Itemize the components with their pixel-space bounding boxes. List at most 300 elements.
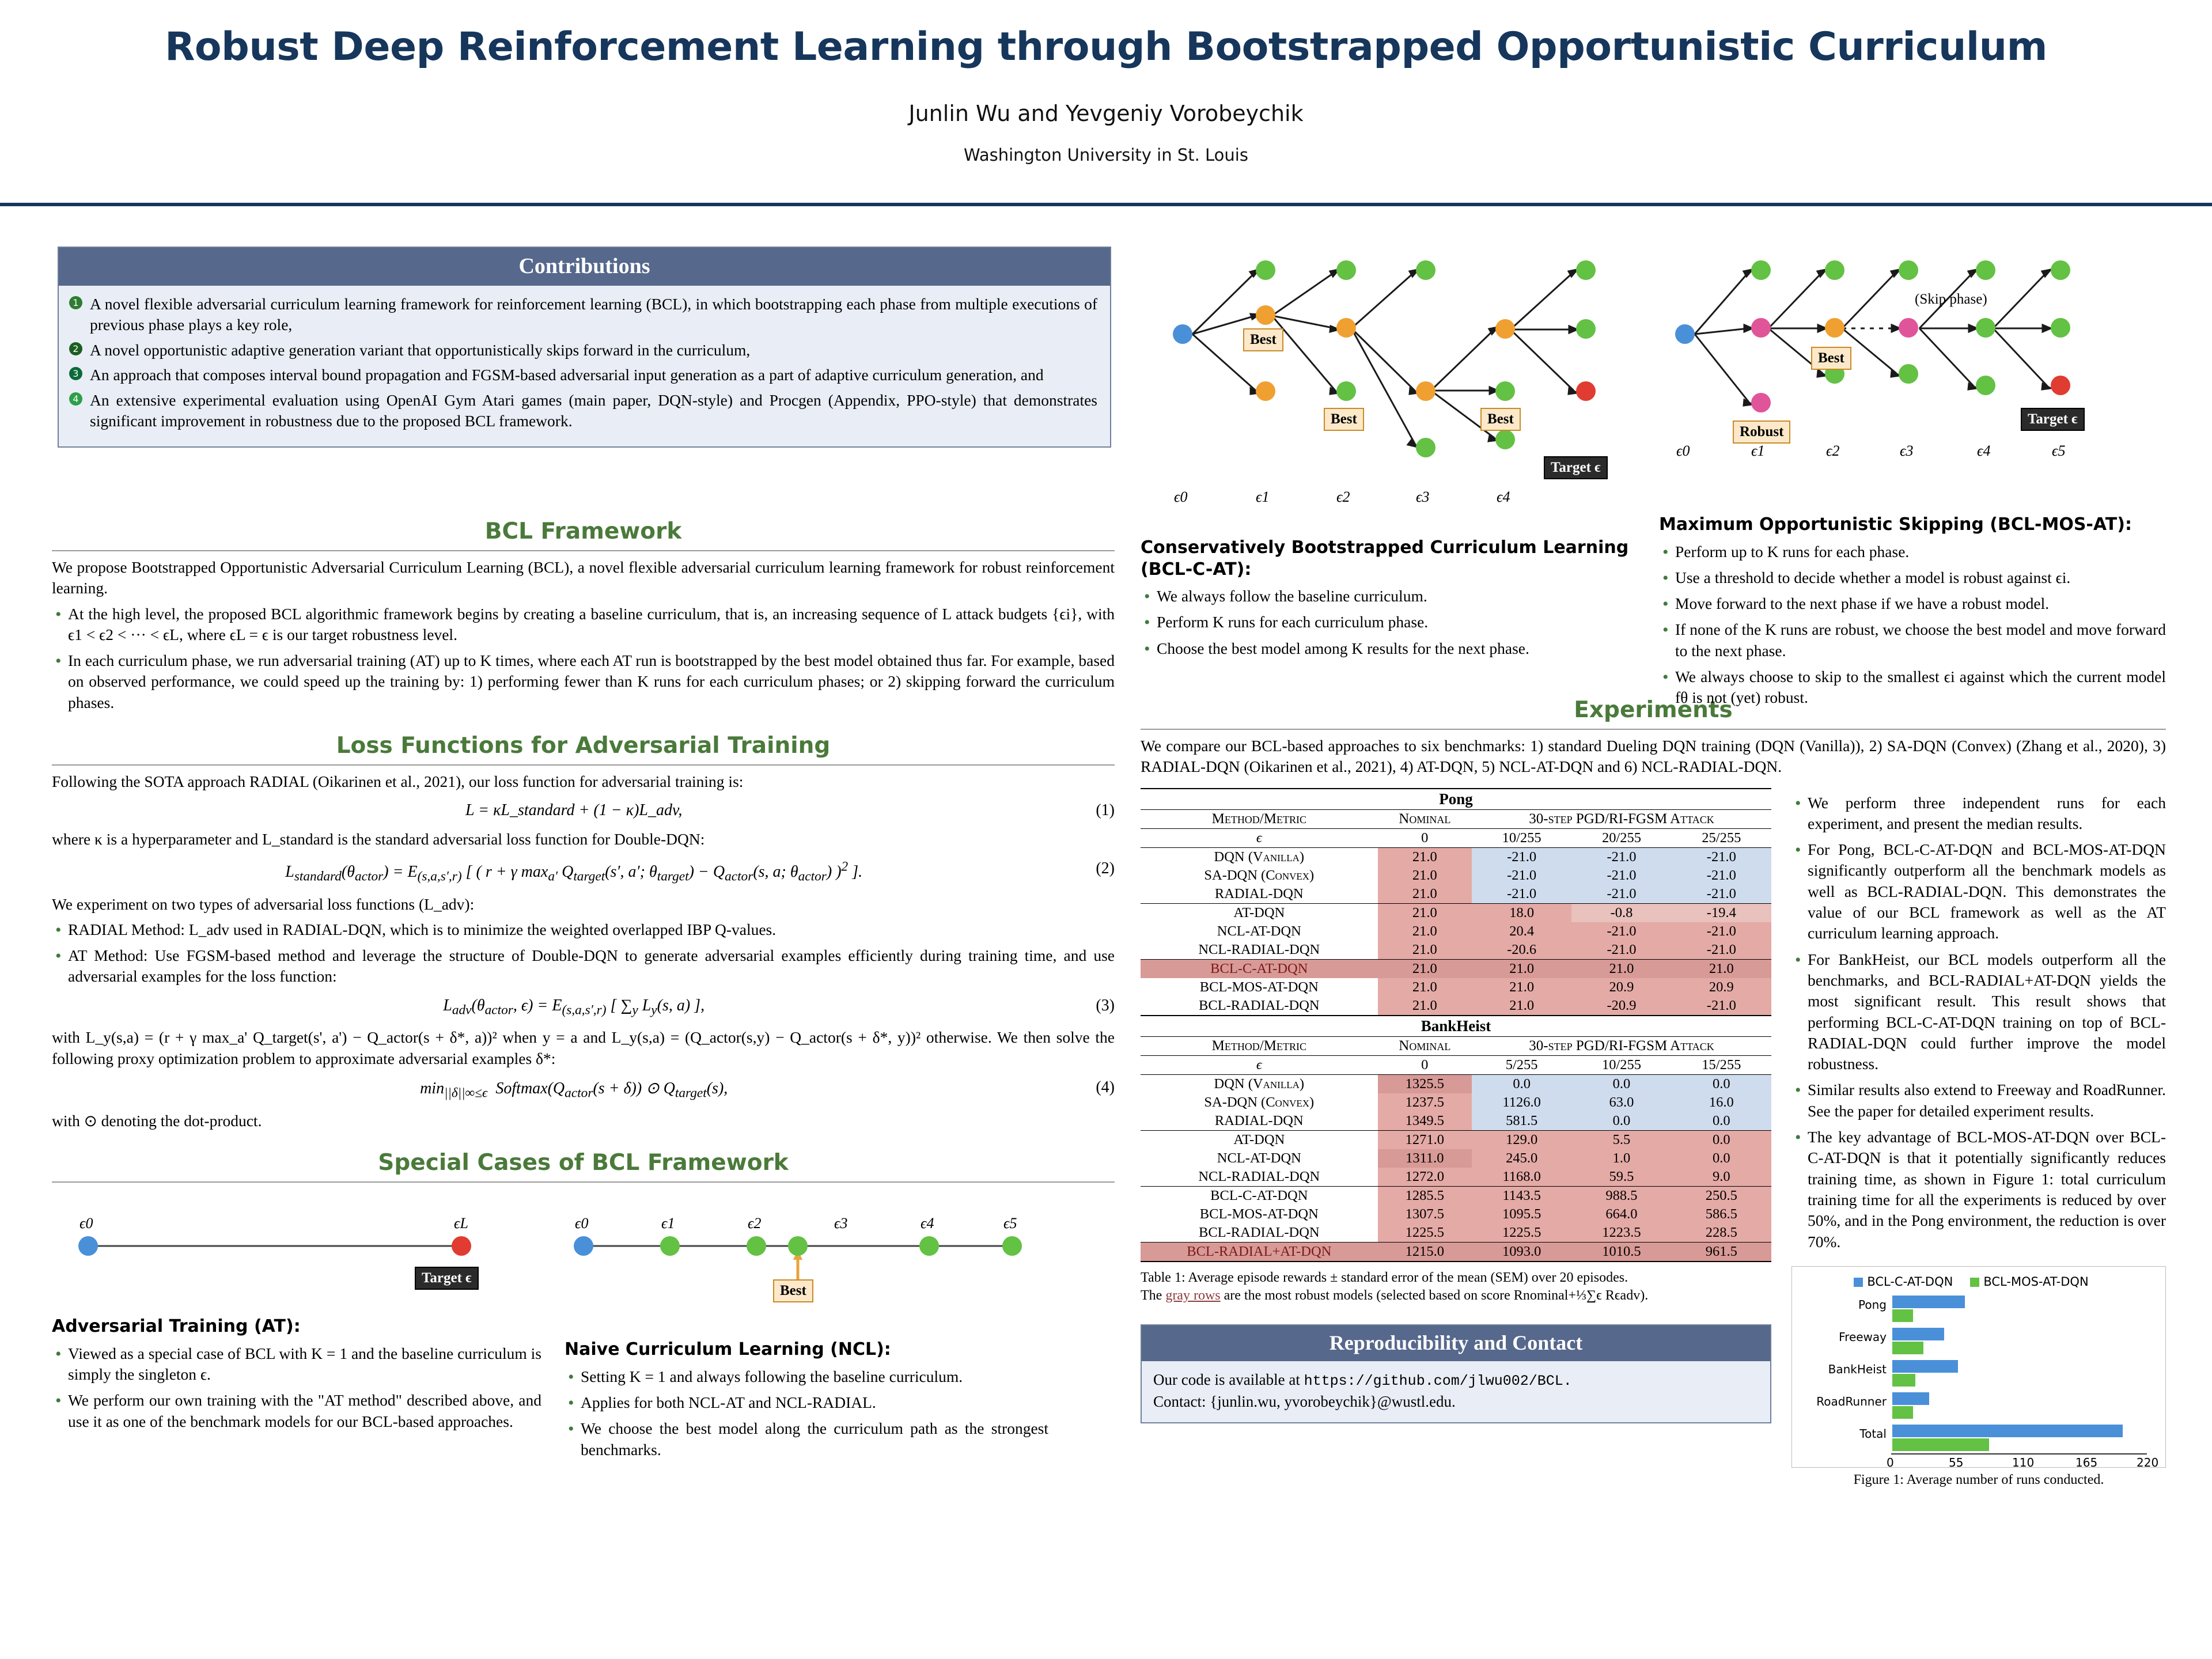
best-label: Best [1811, 347, 1851, 370]
list-item: • Choose the best model among K results for the next phase. [1141, 638, 1647, 659]
paragraph: We compare our BCL-based approaches to six benchmarks: 1) standard Dueling DQN training (DQN (Vanilla)), 2) SA-DQN (Convex) (Zhang et al., 2020), 3) RADIAL-DQN (Oikarinen et al., 2021), 4) AT-DQN, 5) NCL-AT-DQN and 6) NCL-RADIAL-DQN. [1141, 737, 2166, 776]
x-tick: 0 [1887, 1455, 1894, 1469]
bar-bcl-mos [1892, 1309, 1913, 1322]
cell: 1168.0 [1472, 1168, 1571, 1187]
cell: 21.0 [1378, 847, 1472, 866]
bullet-number-icon: 3 [69, 367, 82, 380]
equation-2 [52, 859, 1115, 885]
cell: 1271.0 [1378, 1130, 1472, 1149]
cell: 21.0 [1378, 959, 1472, 978]
subsection-heading: Naive Curriculum Learning (NCL): [565, 1339, 891, 1359]
table-row [1141, 997, 1771, 1016]
row-label: DQN (Vanilla) [1214, 1075, 1305, 1092]
cell: -21.0 [1571, 847, 1671, 866]
bar-bcl-mos [1892, 1374, 1915, 1387]
cell: -20.9 [1571, 997, 1671, 1016]
equation-2-text: $L_{standard}(\theta_{actor}) = E_{(s,a,s',r)}$ [ ( r + γ $\max_{a'} Q_{target}(s'$, a′; $\theta_{target}) - Q_{actor}(s$, a; $\theta_{actor}$) )$^2$ ]. [285, 859, 863, 884]
ncl-diagram [559, 1193, 1077, 1308]
eps-value: 20/255 [1601, 830, 1642, 846]
node-target [1576, 381, 1596, 401]
page-title: Robust Deep Reinforcement Learning through Bootstrapped Opportunistic Curriculum [165, 24, 2047, 70]
figure-1 [1791, 1266, 2166, 1468]
cell: 9.0 [1672, 1168, 1771, 1187]
node-robust [1751, 318, 1771, 338]
row-label: BCL-RADIAL-DQN [1199, 1224, 1320, 1240]
epsilon-label: ϵ0 [1174, 488, 1188, 505]
list-item: • We choose the best model along the curriculum path as the strongest benchmarks. [565, 1418, 1048, 1460]
cell: 1237.5 [1378, 1093, 1472, 1112]
bullet-number-icon: 2 [69, 342, 82, 355]
skip-phase-label: (Skip phase) [1915, 291, 1987, 307]
list-item: • AT Method: Use FGSM-based method and leverage the structure of Double-DQN to generate adversarial examples efficiently during training time, and use adversarial examples for the loss function: [52, 945, 1115, 987]
contact-line: Contact: {junlin.wu, yvorobeychik}@wustl.edu. [1153, 1392, 1456, 1410]
cell: 21.0 [1378, 903, 1472, 922]
table-row [1141, 1186, 1771, 1205]
subsection-heading: Conservatively Bootstrapped Curriculum Learning (BCL-C-AT): [1141, 537, 1629, 579]
paragraph: with ⊙ denoting the dot-product. [52, 1111, 262, 1130]
cell: -21.0 [1672, 866, 1771, 885]
list-item: • Move forward to the next phase if we have a robust model. [1659, 593, 2166, 614]
contribution-text: An extensive experimental evaluation using OpenAI Gym Atari games (main paper, DQN-style) and Procgen (Appendix, PPO-style) that demonstrates significant improvement in robustness due to the proposed BCL framework. [90, 391, 1097, 430]
node-run [1336, 260, 1356, 280]
cell: 1095.5 [1472, 1205, 1571, 1224]
table-row [1141, 1168, 1771, 1187]
table-caption [1141, 1269, 1771, 1305]
node-run [1976, 260, 1995, 280]
column-header: 30-step PGD/RI-FGSM Attack [1529, 810, 1714, 827]
cell: 1215.0 [1378, 1242, 1472, 1262]
legend-item [1854, 1275, 1953, 1289]
row-label: AT-DQN [1233, 1131, 1285, 1147]
table-row [1141, 941, 1771, 960]
epsilon-label: ϵ4 [1977, 442, 1991, 459]
table-row [1141, 866, 1771, 885]
cell: -21.0 [1672, 885, 1771, 904]
equation-4 [52, 1078, 1115, 1101]
legend-label: BCL-MOS-AT-DQN [1983, 1274, 2089, 1289]
cell: -21.0 [1672, 997, 1771, 1016]
contributions-box [58, 247, 1111, 448]
epsilon-label: ϵ4 [921, 1214, 934, 1232]
node-run [1825, 260, 1844, 280]
results-table-container [1141, 788, 1771, 1423]
left-column [52, 518, 1115, 1459]
row-label: BCL-C-AT-DQN [1210, 1187, 1308, 1203]
chart-legend [1800, 1275, 2157, 1289]
section-heading: Special Cases of BCL Framework [378, 1149, 789, 1176]
best-label: Best [773, 1279, 813, 1302]
column-header: Nominal [1399, 810, 1451, 827]
paragraph: We experiment on two types of adversarial loss functions (L_adv): [52, 895, 475, 913]
cell: 63.0 [1571, 1093, 1671, 1112]
list-item: • At the high level, the proposed BCL algorithmic framework begins by creating a baseline curriculum, that is, an increasing sequence of L attack budgets {ϵi}, with ϵ1 < ϵ2 < ··· < ϵL, where ϵL = ϵ is our target robustness level. [52, 604, 1115, 646]
paragraph: We propose Bootstrapped Opportunistic Adversarial Curriculum Learning (BCL), a novel flexible adversarial curriculum learning framework for robust reinforcement learning. [52, 558, 1115, 597]
row-label: NCL-RADIAL-DQN [1198, 941, 1320, 957]
target-label: Target ϵ [415, 1267, 479, 1290]
node-best [1256, 381, 1275, 401]
best-label: Best [1480, 408, 1521, 431]
cell: 961.5 [1672, 1242, 1771, 1262]
node-run [1416, 260, 1435, 280]
section-bcl-framework [52, 518, 1115, 713]
list-item: • Applies for both NCL-AT and NCL-RADIAL. [565, 1392, 1048, 1413]
category-label: Total [1859, 1426, 1887, 1441]
epsilon-label: ϵ2 [1826, 442, 1840, 459]
node-run [2051, 318, 2070, 338]
table-row [1141, 1224, 1771, 1243]
cell: 1325.5 [1378, 1074, 1472, 1093]
node-run [1495, 381, 1515, 401]
table-caption-line2c: are the most robust models (selected based on score Rnominal+⅓∑ϵ Rϵadv). [1220, 1287, 1649, 1303]
list-item: • Perform up to K runs for each phase. [1659, 541, 2166, 562]
at-diagram [58, 1193, 530, 1308]
bar-group [1892, 1328, 1944, 1354]
node-best [1825, 318, 1844, 338]
paragraph: where κ is a hyperparameter and L_standard is the standard adversarial loss function for Double-DQN: [52, 830, 705, 849]
bar-bcl-mos [1892, 1406, 1913, 1419]
contribution-text: A novel opportunistic adaptive generation variant that opportunistically skips forward in the curriculum, [90, 340, 751, 359]
cell: -21.0 [1571, 941, 1671, 960]
cell: 0.0 [1571, 1112, 1671, 1131]
cell: 5.5 [1571, 1130, 1671, 1149]
equation-1 [52, 801, 1115, 820]
repo-url[interactable]: https://github.com/jlwu002/BCL. [1304, 1372, 1572, 1389]
node-run [1576, 319, 1596, 339]
cell: -21.0 [1472, 847, 1571, 866]
bcl-mos-tree [1659, 242, 2166, 541]
cell: 245.0 [1472, 1149, 1571, 1168]
epsilon-label: ϵ4 [1497, 488, 1510, 505]
table-row-best [1141, 959, 1771, 978]
bcl-c-at-tree [1141, 242, 1653, 541]
table-caption-gray-rows: gray rows [1165, 1287, 1221, 1303]
list-item: • We perform three independent runs for each experiment, and present the median results. [1791, 793, 2166, 835]
bar-bcl-c-at [1892, 1328, 1944, 1340]
cell: 1223.5 [1571, 1224, 1671, 1243]
best-label: Best [1243, 328, 1283, 351]
best-label: Best [1324, 408, 1364, 431]
cell: -20.6 [1472, 941, 1571, 960]
bar-group [1892, 1360, 1958, 1387]
x-tick: 220 [2137, 1455, 2159, 1469]
cell: 664.0 [1571, 1205, 1671, 1224]
row-label: BCL-RADIAL-DQN [1199, 997, 1320, 1013]
x-tick: 165 [2075, 1455, 2098, 1469]
cell: 20.9 [1672, 978, 1771, 997]
node-run [2051, 260, 2070, 280]
epsilon-label: ϵ1 [1751, 442, 1765, 459]
list-item [69, 340, 1097, 361]
section-special-cases [52, 1149, 1115, 1459]
column-header: Method/Metric [1211, 1037, 1306, 1054]
contribution-text: A novel flexible adversarial curriculum learning framework for reinforcement learning (BCL), in which bootstrapping each phase from multiple executions of previous phase plays a key role, [90, 295, 1097, 334]
table-row [1141, 903, 1771, 922]
eps-value: 5/255 [1505, 1056, 1538, 1073]
cell: 21.0 [1472, 997, 1571, 1016]
list-item: • For Pong, BCL-C-AT-DQN and BCL-MOS-AT-DQN significantly outperform all the benchmark models as well as BCL-RADIAL-DQN. This demonstrates the value of our BCL framework as well as the AT curriculum learning approach. [1791, 839, 2166, 944]
divider [52, 1181, 1115, 1183]
bullet-number-icon: 1 [69, 296, 82, 309]
cell: 581.5 [1472, 1112, 1571, 1131]
bar-bcl-c-at [1892, 1425, 2123, 1437]
divider [52, 550, 1115, 551]
node-target [452, 1236, 471, 1256]
node-start [1173, 324, 1192, 344]
table-row [1141, 1093, 1771, 1112]
robust-label: Robust [1733, 421, 1790, 444]
list-item: • Use a threshold to decide whether a model is robust against ϵi. [1659, 567, 2166, 588]
eps-value: 0 [1421, 1056, 1429, 1073]
row-label: NCL-RADIAL-DQN [1198, 1168, 1320, 1184]
section-heading: Experiments [1574, 697, 1733, 723]
row-label: NCL-AT-DQN [1217, 1150, 1301, 1166]
node-run [1416, 438, 1435, 457]
category-label: Freeway [1839, 1330, 1887, 1344]
section-heading: BCL Framework [484, 518, 682, 544]
list-item: • The key advantage of BCL-MOS-AT-DQN over BCL-C-AT-DQN is that it potentially significantly reduces training time, as shown in Figure 1: total curriculum training time for all the experiments is reduced by over 50%, and in the Pong environment, the reduction is over 70%. [1791, 1127, 2166, 1252]
table-row [1141, 1205, 1771, 1224]
list-item: • For BankHeist, our BCL models outperform all the benchmarks, and BCL-RADIAL+AT-DQN yields the most significant result. This result shows that performing BCL-C-AT-DQN training on top of BCL-RADIAL-DQN could further improve the model robustness. [1791, 949, 2166, 1075]
cell: 228.5 [1672, 1224, 1771, 1243]
epsilon-label: ϵ3 [1416, 488, 1430, 505]
epsilon-label: ϵ3 [834, 1214, 848, 1232]
subsection-heading: Adversarial Training (AT): [52, 1316, 301, 1336]
epsilon-label: ϵ3 [1900, 442, 1914, 459]
node-phase [788, 1236, 808, 1256]
epsilon-label: ϵ1 [661, 1214, 675, 1232]
cell: 0.0 [1672, 1149, 1771, 1168]
eps-value: 25/255 [1702, 830, 1741, 846]
paragraph: with L_y(s,a) = (r + γ max_a' Q_target(s', a') − Q_actor(s + δ*, a))² when y = a and L_y(s,a) = (Q_actor(s,y) − Q_actor(s + δ*, y))² otherwise. We then solve the following proxy optimization problem to approximate adversarial examples δ*: [52, 1028, 1115, 1067]
equation-3 [52, 997, 1115, 1018]
cell: 1349.5 [1378, 1112, 1472, 1131]
epsilon-label: ϵ0 [1676, 442, 1690, 459]
eps-value: 10/255 [1502, 830, 1541, 846]
row-label: DQN (Vanilla) [1214, 849, 1305, 865]
bar-bcl-c-at [1892, 1392, 1929, 1405]
equation-4-number: (4) [1096, 1078, 1115, 1096]
cell: 21.0 [1672, 959, 1771, 978]
cell: 21.0 [1378, 922, 1472, 941]
list-item [69, 294, 1097, 335]
cell: 0.0 [1672, 1112, 1771, 1131]
cell: 586.5 [1672, 1205, 1771, 1224]
x-axis [1891, 1453, 2147, 1455]
cell: -19.4 [1672, 903, 1771, 922]
cell: 1143.5 [1472, 1186, 1571, 1205]
target-label: Target ϵ [1544, 456, 1608, 479]
eps-label: ϵ [1256, 830, 1262, 846]
equation-1-text: L = κL_standard + (1 − κ)L_adv, [465, 801, 683, 820]
chart-plot-area [1800, 1294, 2159, 1469]
cell: 0.0 [1571, 1074, 1671, 1093]
bullet-number-icon: 4 [69, 392, 82, 406]
cell: 1126.0 [1472, 1093, 1571, 1112]
epsilon-label: ϵ2 [748, 1214, 762, 1232]
node-phase [1002, 1236, 1022, 1256]
cell: 1285.5 [1378, 1186, 1472, 1205]
node-run [1976, 376, 1995, 395]
cell: 21.0 [1472, 978, 1571, 997]
column-header: Method/Metric [1211, 810, 1306, 827]
node-phase [919, 1236, 939, 1256]
bcl-mos-description [1659, 514, 2166, 714]
row-label: BCL-MOS-AT-DQN [1199, 979, 1319, 995]
table-row [1141, 1112, 1771, 1131]
list-item: • Similar results also extend to Freeway and RoadRunner. See the paper for detailed experiment results. [1791, 1080, 2166, 1122]
table-row [1141, 1130, 1771, 1149]
row-label: AT-DQN [1233, 904, 1285, 921]
list-item: • We perform our own training with the "AT method" described above, and use it as one of the benchmark models for our BCL-based approaches. [52, 1390, 541, 1432]
cell: 20.4 [1472, 922, 1571, 941]
cell: 0.0 [1672, 1130, 1771, 1149]
column-header: Nominal [1399, 1037, 1451, 1054]
section-heading: Loss Functions for Adversarial Training [336, 733, 831, 759]
cell: -0.8 [1571, 903, 1671, 922]
bar-group [1892, 1425, 2123, 1451]
node-target [2051, 376, 2070, 395]
list-item: • If none of the K runs are robust, we choose the best model and move forward to the next phase. [1659, 619, 2166, 661]
node-run [1576, 260, 1596, 280]
paragraph: Following the SOTA approach RADIAL (Oikarinen et al., 2021), our loss function for adversarial training is: [52, 772, 744, 791]
cell: 21.0 [1571, 959, 1671, 978]
cell: 21.0 [1378, 941, 1472, 960]
cell: -21.0 [1472, 866, 1571, 885]
cell: 1272.0 [1378, 1168, 1472, 1187]
node-phase [660, 1236, 680, 1256]
cell: 18.0 [1472, 903, 1571, 922]
epsilon-label: ϵ0 [79, 1214, 93, 1232]
eps-value: 15/255 [1702, 1056, 1741, 1073]
ncl-diagram-edges [559, 1193, 1077, 1308]
cell: 1.0 [1571, 1149, 1671, 1168]
cell: 1010.5 [1571, 1242, 1671, 1262]
authors: Junlin Wu and Yevgeniy Vorobeychik [908, 101, 1304, 126]
cell: -21.0 [1571, 866, 1671, 885]
cell: 1093.0 [1472, 1242, 1571, 1262]
ncl-subsection [565, 1339, 1048, 1465]
table-subtitle: Pong [1141, 789, 1771, 810]
affiliation: Washington University in St. Louis [964, 145, 1248, 165]
node-best [1256, 305, 1275, 325]
cell: 1311.0 [1378, 1149, 1472, 1168]
list-item: • Perform K runs for each curriculum phase. [1141, 612, 1647, 632]
at-subsection [52, 1316, 541, 1437]
list-item [69, 390, 1097, 431]
bar-bcl-mos [1892, 1342, 1923, 1354]
cell: 16.0 [1672, 1093, 1771, 1112]
row-label: SA-DQN (Convex) [1204, 867, 1315, 883]
row-label: RADIAL-DQN [1214, 1112, 1304, 1128]
special-case-diagrams [52, 1193, 1115, 1308]
eps-label: ϵ [1256, 1056, 1262, 1073]
reproducibility-body [1142, 1361, 1770, 1422]
list-item: • We always choose to skip to the smallest ϵi against which the current model fθ is not (yet) robust. [1659, 666, 2166, 709]
epsilon-label: ϵ2 [1336, 488, 1350, 505]
table-row [1141, 1074, 1771, 1093]
node-run [1899, 364, 1918, 384]
list-item [69, 365, 1097, 385]
cell: 1225.5 [1378, 1224, 1472, 1243]
epsilon-label: ϵ1 [1256, 488, 1270, 505]
bcl-c-at-description [1141, 537, 1647, 664]
node-run [1751, 260, 1771, 280]
cell: 988.5 [1571, 1186, 1671, 1205]
list-item: • RADIAL Method: L_adv used in RADIAL-DQN, which is to minimize the weighted overlapped IBP Q-values. [52, 919, 1115, 940]
right-column [1141, 242, 2166, 1487]
section-loss-functions [52, 733, 1115, 1131]
equation-4-text: $\min_{||\delta||\infty\le\epsilon}$ $Softmax(Q_{actor}(s + \delta))$ ⊙ $Q_{target}(s)$, [420, 1079, 728, 1101]
divider [52, 764, 1115, 766]
cell: 59.5 [1571, 1168, 1671, 1187]
cell: 21.0 [1378, 997, 1472, 1016]
row-label: BCL-MOS-AT-DQN [1199, 1206, 1319, 1222]
legend-swatch [1970, 1278, 1979, 1287]
cell: 21.0 [1378, 885, 1472, 904]
experiments-bullets [1791, 788, 2166, 1488]
cell: 0.0 [1472, 1074, 1571, 1093]
cell: -21.0 [1672, 847, 1771, 866]
equation-3-text: $L_{adv}(\theta_{actor}$, $\epsilon) = E_{(s,a,s',r)}$ [ $\sum_y$ $L_y(s$, a) ], [443, 996, 705, 1018]
category-label: Pong [1858, 1297, 1887, 1312]
divider [1141, 729, 2166, 730]
bar-group [1892, 1392, 1929, 1419]
row-label: BCL-RADIAL+AT-DQN [1141, 1242, 1378, 1262]
cell: -21.0 [1571, 922, 1671, 941]
node-run [1336, 381, 1356, 401]
legend-item [1970, 1275, 2088, 1289]
node-best [1416, 381, 1435, 401]
epsilon-label: ϵ5 [2052, 442, 2066, 459]
list-item: • We always follow the baseline curriculum. [1141, 586, 1647, 607]
x-tick: 55 [1949, 1455, 1964, 1469]
top-diagrams [1141, 242, 2166, 541]
cell: 21.0 [1472, 959, 1571, 978]
diagram-descriptions [1141, 514, 2166, 707]
cell: 21.0 [1378, 866, 1472, 885]
node-phase [747, 1236, 766, 1256]
figure-caption: Figure 1: Average number of runs conducted. [1853, 1472, 2104, 1487]
table-row-best [1141, 1242, 1771, 1262]
epsilon-label: ϵ5 [1003, 1214, 1017, 1232]
cell: -21.0 [1672, 922, 1771, 941]
epsilon-label: ϵ0 [575, 1214, 589, 1232]
table-caption-line2a: The [1141, 1287, 1166, 1303]
row-label: SA-DQN (Convex) [1204, 1094, 1315, 1110]
row-label: NCL-AT-DQN [1217, 923, 1301, 939]
reproducibility-box [1141, 1324, 1771, 1423]
table-row [1141, 922, 1771, 941]
table-row [1141, 1149, 1771, 1168]
equation-2-number: (2) [1096, 859, 1115, 877]
node-start [78, 1236, 98, 1256]
bar-bcl-c-at [1892, 1296, 1965, 1308]
cell: 129.0 [1472, 1130, 1571, 1149]
node-run [1899, 260, 1918, 280]
node-run [1976, 318, 1995, 338]
contribution-text: An approach that composes interval bound propagation and FGSM-based adversarial input generation as a part of adaptive curriculum generation, and [90, 366, 1044, 384]
legend-swatch [1854, 1278, 1863, 1287]
results-table [1141, 788, 1771, 1263]
epsilon-label: ϵL [454, 1214, 468, 1232]
cell: -21.0 [1472, 885, 1571, 904]
bar-bcl-mos [1892, 1438, 1989, 1451]
legend-label: BCL-C-AT-DQN [1867, 1274, 1953, 1289]
row-label: BCL-C-AT-DQN [1141, 959, 1378, 978]
equation-1-number: (1) [1096, 801, 1115, 820]
table-row [1141, 885, 1771, 904]
cell: -21.0 [1672, 941, 1771, 960]
